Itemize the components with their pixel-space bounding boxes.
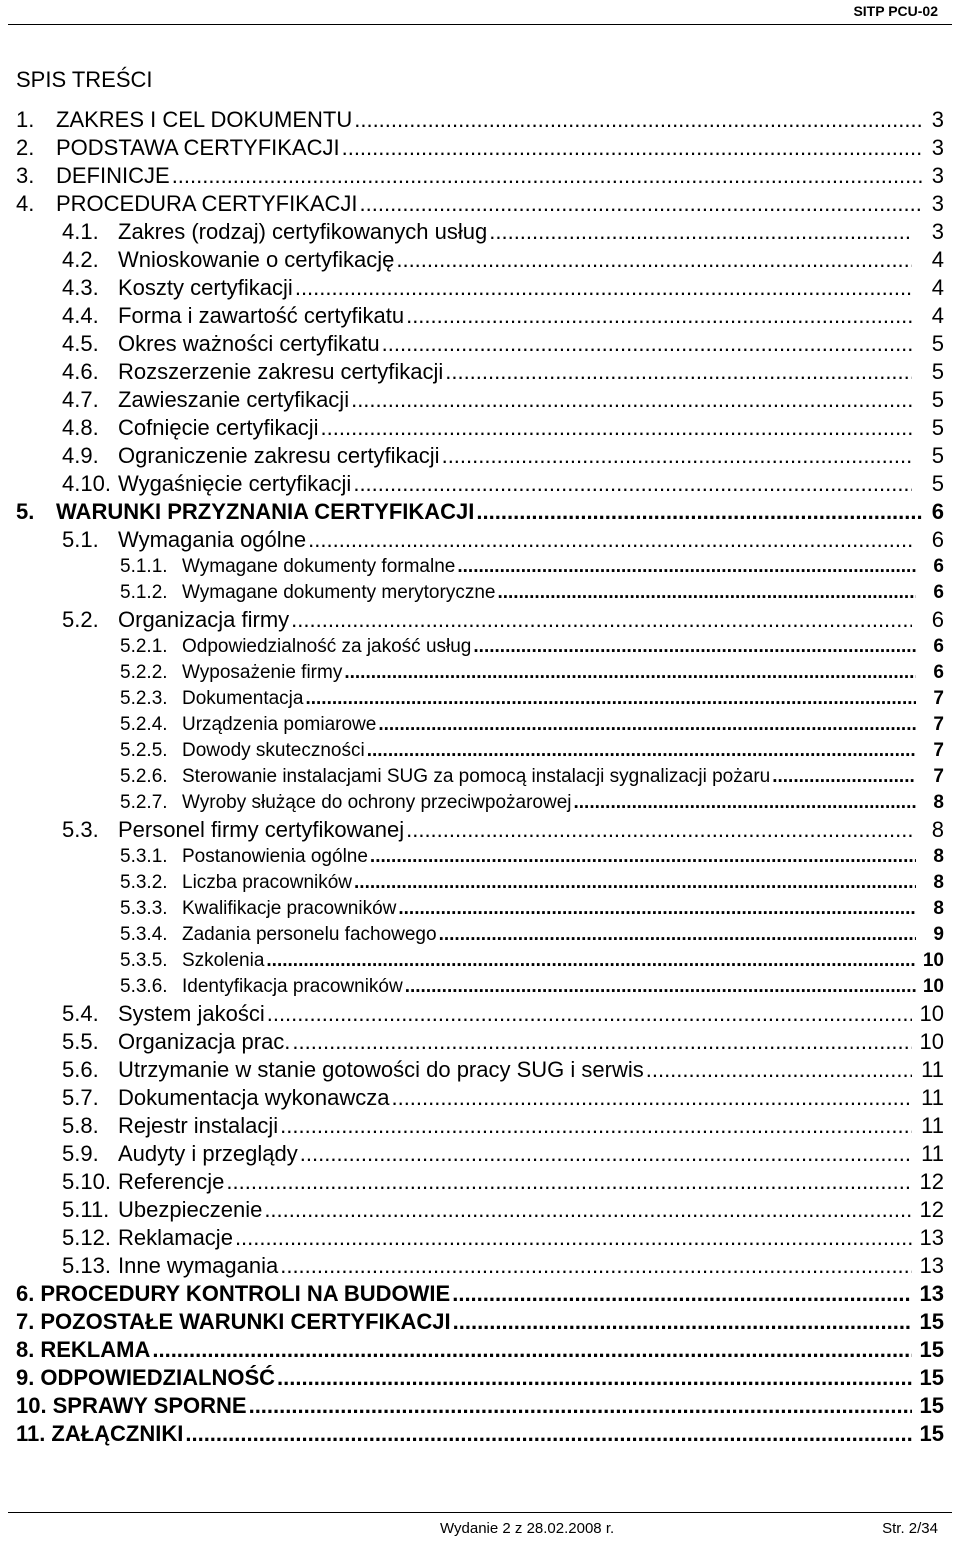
- toc-entry-number: 5.1.: [62, 527, 99, 552]
- toc-entry[interactable]: [16, 1336, 960, 1364]
- toc-leader-dots: [308, 526, 912, 554]
- toc-leader-dots: [473, 634, 916, 660]
- toc-entry[interactable]: [16, 442, 960, 470]
- toc-entry-number: 5.2.3.: [120, 688, 168, 709]
- toc-entry-page: 6: [931, 607, 944, 632]
- toc-leader-dots: [405, 974, 916, 1000]
- toc-entry-title: Odpowiedzialność za jakość usług: [182, 636, 472, 657]
- toc-entry-page: 7: [933, 740, 944, 761]
- toc-entry[interactable]: [16, 1392, 960, 1420]
- toc-entry-number: 5.2.7.: [120, 792, 168, 813]
- toc-entry-number: 5.9.: [62, 1141, 99, 1166]
- toc-leader-dots: [185, 1420, 912, 1448]
- toc-entry-number: 5.11.: [62, 1197, 110, 1222]
- toc-entry-number: 5.2.2.: [120, 662, 168, 683]
- toc-entry-page: 11: [921, 1057, 944, 1082]
- toc-entry-number: 5.2.4.: [120, 714, 168, 735]
- toc-entry[interactable]: [16, 526, 960, 554]
- toc-leader-dots: [280, 1112, 912, 1140]
- toc-entry[interactable]: [16, 106, 960, 134]
- toc-entry-title: Okres ważności certyfikatu: [118, 331, 380, 356]
- toc-entry-page: 15: [919, 1309, 944, 1334]
- toc-entry-title: Personel firmy certyfikowanej: [118, 817, 405, 842]
- toc-entry-page: 3: [931, 107, 944, 132]
- toc-entry-title: Inne wymagania: [118, 1253, 279, 1278]
- toc-entry-number: 5.3.: [62, 817, 99, 842]
- toc-entry-number: 4.2.: [62, 247, 99, 272]
- toc-leader-dots: [344, 660, 916, 686]
- toc-entry-title: POZOSTAŁE WARUNKI CERTYFIKACJI: [40, 1309, 451, 1334]
- toc-entry-title: ZAŁĄCZNIKI: [51, 1421, 184, 1446]
- toc-entry-number: 5.8.: [62, 1113, 99, 1138]
- toc-entry-page: 15: [919, 1393, 944, 1418]
- toc-entry-page: 5: [931, 443, 944, 468]
- toc-entry-number: 7.: [16, 1309, 35, 1334]
- toc-entry[interactable]: [16, 1308, 960, 1336]
- toc-entry[interactable]: [16, 948, 960, 974]
- toc-entry-number: 4.4.: [62, 303, 99, 328]
- toc-entry-title: Organizacja prac.: [118, 1029, 291, 1054]
- toc-entry-title: Zadania personelu fachowego: [182, 924, 437, 945]
- toc-entry[interactable]: [16, 162, 960, 190]
- toc-entry[interactable]: [16, 870, 960, 896]
- toc-entry[interactable]: [16, 498, 960, 526]
- toc-entry-page: 6: [931, 527, 944, 552]
- toc-entry-page: 13: [919, 1225, 944, 1250]
- toc-leader-dots: [442, 442, 912, 470]
- toc-entry[interactable]: [16, 1224, 960, 1252]
- toc-entry-page: 6: [933, 582, 944, 603]
- toc-entry[interactable]: [16, 712, 960, 738]
- toc-entry-title: DEFINICJE: [56, 163, 170, 188]
- edition-info: Wydanie 2 z 28.02.2008 r.: [440, 1520, 615, 1537]
- toc-entry-number: 5.3.1.: [120, 846, 168, 867]
- toc-entry-page: 15: [919, 1421, 944, 1446]
- toc-entry[interactable]: [16, 816, 960, 844]
- toc-entry-number: 4.: [16, 191, 35, 216]
- toc-entry-title: SPRAWY SPORNE: [52, 1393, 247, 1418]
- toc-leader-dots: [226, 1168, 912, 1196]
- toc-entry[interactable]: [16, 922, 960, 948]
- toc-entry-page: 5: [931, 359, 944, 384]
- toc-entry-page: 7: [933, 766, 944, 787]
- toc-entry-title: REKLAMA: [40, 1337, 151, 1362]
- toc-entry-page: 4: [931, 303, 944, 328]
- toc-leader-dots: [457, 554, 916, 580]
- toc-entry-number: 5.12.: [62, 1225, 111, 1250]
- toc-leader-dots: [277, 1364, 912, 1392]
- toc-entry-number: 5.2.5.: [120, 740, 168, 761]
- toc-entry-page: 10: [922, 976, 944, 997]
- toc-leader-dots: [646, 1056, 912, 1084]
- toc-entry-page: 15: [919, 1365, 944, 1390]
- toc-leader-dots: [406, 302, 912, 330]
- table-of-contents: [16, 106, 960, 1448]
- toc-leader-dots: [354, 870, 916, 896]
- toc-leader-dots: [354, 106, 922, 134]
- toc-leader-dots: [280, 1252, 912, 1280]
- toc-leader-dots: [305, 686, 916, 712]
- toc-leader-dots: [321, 414, 912, 442]
- toc-leader-dots: [267, 1000, 912, 1028]
- toc-leader-dots: [295, 274, 912, 302]
- toc-entry-page: 6: [933, 556, 944, 577]
- toc-entry-page: 3: [931, 219, 944, 244]
- toc-entry-page: 6: [933, 636, 944, 657]
- toc-entry-number: 5.5.: [62, 1029, 99, 1054]
- toc-entry-number: 3.: [16, 163, 35, 188]
- toc-entry[interactable]: [16, 386, 960, 414]
- toc-entry-page: 9: [933, 924, 944, 945]
- toc-entry[interactable]: [16, 246, 960, 274]
- toc-leader-dots: [398, 896, 916, 922]
- toc-entry[interactable]: [16, 302, 960, 330]
- toc-entry-page: 12: [919, 1169, 944, 1194]
- toc-entry-page: 5: [931, 387, 944, 412]
- toc-leader-dots: [172, 162, 922, 190]
- toc-leader-dots: [300, 1140, 912, 1168]
- toc-entry-title: Cofnięcie certyfikacji: [118, 415, 319, 440]
- toc-entry-page: 8: [933, 846, 944, 867]
- toc-entry-title: Ograniczenie zakresu certyfikacji: [118, 443, 440, 468]
- toc-leader-dots: [367, 738, 916, 764]
- toc-leader-dots: [489, 218, 912, 246]
- toc-entry[interactable]: [16, 738, 960, 764]
- toc-entry-number: 4.7.: [62, 387, 99, 412]
- toc-entry-number: 5.1.2.: [120, 582, 168, 603]
- toc-entry-title: Szkolenia: [182, 950, 265, 971]
- toc-entry-title: Reklamacje: [118, 1225, 233, 1250]
- toc-leader-dots: [439, 922, 916, 948]
- toc-entry[interactable]: [16, 1420, 960, 1448]
- toc-entry-number: 6.: [16, 1281, 35, 1306]
- toc-entry-title: Wyposażenie firmy: [182, 662, 343, 683]
- toc-leader-dots: [353, 470, 912, 498]
- toc-leader-dots: [476, 498, 922, 526]
- toc-leader-dots: [391, 1084, 912, 1112]
- toc-entry-title: Ubezpieczenie: [118, 1197, 263, 1222]
- toc-entry-page: 5: [931, 471, 944, 496]
- toc-entry-number: 5.: [16, 499, 35, 524]
- toc-entry-number: 4.10.: [62, 471, 111, 496]
- toc-leader-dots: [152, 1336, 912, 1364]
- toc-leader-dots: [342, 134, 922, 162]
- toc-entry-page: 10: [919, 1029, 944, 1054]
- toc-entry-page: 4: [931, 247, 944, 272]
- toc-entry-title: Dokumentacja: [182, 688, 304, 709]
- toc-leader-dots: [772, 764, 916, 790]
- toc-entry-page: 7: [933, 714, 944, 735]
- toc-entry-title: PODSTAWA CERTYFIKACJI: [56, 135, 340, 160]
- toc-entry-page: 6: [931, 499, 944, 524]
- toc-leader-dots: [235, 1224, 912, 1252]
- toc-entry-title: Identyfikacja pracowników: [182, 976, 403, 997]
- toc-leader-dots: [453, 1308, 912, 1336]
- toc-entry-number: 5.3.4.: [120, 924, 168, 945]
- toc-entry-number: 4.5.: [62, 331, 99, 356]
- toc-entry[interactable]: [16, 190, 960, 218]
- toc-entry-page: 8: [933, 872, 944, 893]
- toc-entry-page: 10: [922, 950, 944, 971]
- toc-entry-number: 5.7.: [62, 1085, 99, 1110]
- toc-entry[interactable]: [16, 1168, 960, 1196]
- toc-entry-number: 5.3.3.: [120, 898, 168, 919]
- toc-leader-dots: [264, 1196, 912, 1224]
- toc-entry[interactable]: [16, 686, 960, 712]
- toc-entry-title: Zakres (rodzaj) certyfikowanych usług: [118, 219, 488, 244]
- toc-entry-title: PROCEDURY KONTROLI NA BUDOWIE: [40, 1281, 451, 1306]
- toc-entry-number: 11.: [16, 1421, 46, 1446]
- toc-entry-number: 5.3.5.: [120, 950, 168, 971]
- toc-entry-title: WARUNKI PRZYZNANIA CERTYFIKACJI: [56, 499, 475, 524]
- toc-entry-number: 4.3.: [62, 275, 99, 300]
- toc-entry-title: Audyty i przeglądy: [118, 1141, 298, 1166]
- toc-entry[interactable]: [16, 844, 960, 870]
- toc-entry[interactable]: [16, 470, 960, 498]
- toc-entry-title: Koszty certyfikacji: [118, 275, 293, 300]
- toc-entry-page: 12: [919, 1197, 944, 1222]
- toc-entry-page: 8: [933, 898, 944, 919]
- toc-entry-title: Zawieszanie certyfikacji: [118, 387, 350, 412]
- toc-entry-page: 6: [933, 662, 944, 683]
- toc-entry-title: Wygaśnięcie certyfikacji: [118, 471, 352, 496]
- toc-entry-page: 3: [931, 191, 944, 216]
- toc-entry-title: PROCEDURA CERTYFIKACJI: [56, 191, 358, 216]
- toc-entry-title: Postanowienia ogólne: [182, 846, 368, 867]
- toc-entry-number: 4.9.: [62, 443, 99, 468]
- toc-entry[interactable]: [16, 1028, 960, 1056]
- toc-leader-dots: [292, 1028, 912, 1056]
- toc-leader-dots: [452, 1280, 912, 1308]
- toc-entry[interactable]: [16, 414, 960, 442]
- toc-entry-title: Forma i zawartość certyfikatu: [118, 303, 405, 328]
- toc-entry[interactable]: [16, 554, 960, 580]
- page-number: Str. 2/34: [882, 1520, 938, 1537]
- toc-entry[interactable]: [16, 634, 960, 660]
- toc-entry[interactable]: [16, 790, 960, 816]
- toc-entry[interactable]: [16, 1000, 960, 1028]
- toc-entry-title: Liczba pracowników: [182, 872, 353, 893]
- toc-entry-page: 7: [933, 688, 944, 709]
- toc-entry-title: Rozszerzenie zakresu certyfikacji: [118, 359, 444, 384]
- toc-leader-dots: [266, 948, 916, 974]
- toc-entry-page: 10: [919, 1001, 944, 1026]
- toc-entry[interactable]: [16, 1112, 960, 1140]
- toc-entry-number: 5.10.: [62, 1169, 111, 1194]
- toc-entry-page: 13: [919, 1253, 944, 1278]
- toc-entry-title: Wymagania ogólne: [118, 527, 307, 552]
- toc-entry-number: 9.: [16, 1365, 35, 1390]
- toc-entry-number: 8.: [16, 1337, 35, 1362]
- toc-entry-title: Organizacja firmy: [118, 607, 290, 632]
- toc-entry[interactable]: [16, 1196, 960, 1224]
- toc-entry[interactable]: [16, 358, 960, 386]
- toc-leader-dots: [360, 190, 922, 218]
- toc-entry-page: 11: [921, 1113, 944, 1138]
- toc-entry-page: 11: [921, 1085, 944, 1110]
- toc-entry-title: Urządzenia pomiarowe: [182, 714, 377, 735]
- toc-entry[interactable]: [16, 580, 960, 606]
- toc-entry-title: ODPOWIEDZIALNOŚĆ: [40, 1365, 276, 1390]
- toc-entry[interactable]: [16, 134, 960, 162]
- toc-leader-dots: [445, 358, 912, 386]
- toc-entry-number: 5.3.2.: [120, 872, 168, 893]
- header-divider: [8, 24, 952, 25]
- toc-entry-number: 1.: [16, 107, 35, 132]
- toc-entry-page: 5: [931, 415, 944, 440]
- toc-entry-page: 13: [919, 1281, 944, 1306]
- document-code: SITP PCU-02: [853, 3, 938, 19]
- toc-entry-number: 5.4.: [62, 1001, 99, 1026]
- toc-entry[interactable]: [16, 1252, 960, 1280]
- toc-leader-dots: [406, 816, 912, 844]
- toc-entry-number: 4.1.: [62, 219, 99, 244]
- toc-leader-dots: [249, 1392, 912, 1420]
- toc-entry-number: 5.2.6.: [120, 766, 168, 787]
- toc-entry-title: Sterowanie instalacjami SUG za pomocą instalacji sygnalizacji pożaru: [182, 766, 771, 787]
- toc-entry-title: Referencje: [118, 1169, 225, 1194]
- toc-entry-page: 15: [919, 1337, 944, 1362]
- toc-entry[interactable]: [16, 764, 960, 790]
- toc-entry-page: 3: [931, 135, 944, 160]
- toc-title: SPIS TREŚCI: [16, 67, 153, 92]
- toc-entry-number: 5.6.: [62, 1057, 99, 1082]
- toc-entry-number: 4.8.: [62, 415, 99, 440]
- toc-entry[interactable]: [16, 974, 960, 1000]
- toc-entry-page: 4: [931, 275, 944, 300]
- toc-entry-title: Wyroby służące do ochrony przeciwpożarowej: [182, 792, 572, 813]
- toc-entry-number: 10.: [16, 1393, 47, 1418]
- toc-entry-number: 4.6.: [62, 359, 99, 384]
- footer-divider: [8, 1512, 952, 1513]
- toc-entry-number: 5.13.: [62, 1253, 111, 1278]
- toc-leader-dots: [497, 580, 916, 606]
- toc-entry-title: Utrzymanie w stanie gotowości do pracy SUG i serwis: [118, 1057, 644, 1082]
- toc-leader-dots: [370, 844, 916, 870]
- toc-entry-title: ZAKRES I CEL DOKUMENTU: [56, 107, 353, 132]
- toc-leader-dots: [396, 246, 912, 274]
- toc-entry-number: 5.1.1.: [120, 556, 168, 577]
- toc-entry[interactable]: [16, 274, 960, 302]
- toc-entry-page: 3: [931, 163, 944, 188]
- toc-entry[interactable]: [16, 1364, 960, 1392]
- toc-entry-title: Wnioskowanie o certyfikację: [118, 247, 395, 272]
- toc-leader-dots: [574, 790, 917, 816]
- toc-entry[interactable]: [16, 660, 960, 686]
- toc-entry[interactable]: [16, 606, 960, 634]
- toc-entry-title: System jakości: [118, 1001, 265, 1026]
- toc-entry-page: 5: [931, 331, 944, 356]
- toc-entry-title: Dowody skuteczności: [182, 740, 365, 761]
- toc-leader-dots: [378, 712, 916, 738]
- toc-entry-number: 5.2.1.: [120, 636, 168, 657]
- toc-entry[interactable]: [16, 1280, 960, 1308]
- toc-entry-number: 2.: [16, 135, 35, 160]
- toc-entry-page: 8: [933, 792, 944, 813]
- toc-entry[interactable]: [16, 1056, 960, 1084]
- toc-entry[interactable]: [16, 1140, 960, 1168]
- toc-entry[interactable]: [16, 218, 960, 246]
- toc-entry-title: Rejestr instalacji: [118, 1113, 279, 1138]
- toc-entry[interactable]: [16, 896, 960, 922]
- toc-entry-title: Dokumentacja wykonawcza: [118, 1085, 390, 1110]
- toc-leader-dots: [291, 606, 912, 634]
- toc-leader-dots: [382, 330, 912, 358]
- toc-entry-number: 5.3.6.: [120, 976, 168, 997]
- toc-entry[interactable]: [16, 1084, 960, 1112]
- toc-entry-page: 8: [931, 817, 944, 842]
- toc-entry-number: 5.2.: [62, 607, 99, 632]
- toc-entry-page: 11: [921, 1141, 944, 1166]
- toc-entry-title: Kwalifikacje pracowników: [182, 898, 397, 919]
- toc-leader-dots: [351, 386, 912, 414]
- toc-entry[interactable]: [16, 330, 960, 358]
- toc-entry-title: Wymagane dokumenty merytoryczne: [182, 582, 496, 603]
- toc-entry-title: Wymagane dokumenty formalne: [182, 556, 456, 577]
